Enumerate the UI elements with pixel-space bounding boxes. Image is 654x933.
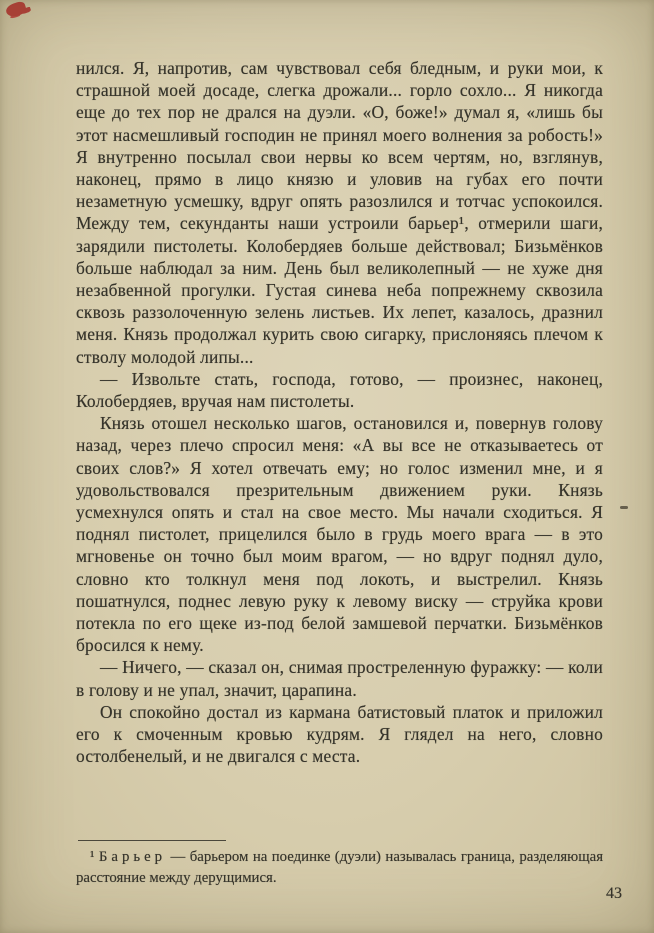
footnote-term: Барьер bbox=[98, 849, 167, 865]
red-ink-stain bbox=[4, 0, 27, 19]
paragraph-dialogue: — Извольте стать, господа, готово, — произнес, наконец, Колобердяев, вручая нам пистолеты. bbox=[76, 368, 603, 412]
paragraph-continuation: нился. Я, напротив, сам чувствовал себя бледным, и руки мои, к страшной моей досаде, слегка дрожали... горло сохло... Я никогда еще до тех пор не дрался на дуэли. «О, боже!» думал я, «лишь бы этот насмешливый господин не принял моего волнения за робость!» Я внутренно посылал свои нервы ко всем чертям, но, взглянув, наконец, прямо в лицо князю и уловив на губах его почти незаметную усмешку, вдруг опять разозлился и тотчас успокоился. Между тем, секунданты наши устроили барьер¹, отмерили шаги, зарядили пистолеты. Колобердяев больше действовал; Бизьмёнков больше наблюдал за ним. День был великолепный — не хуже дня незабвенной прогулки. Густая синева неба попрежнему сквозила сквозь раззолоченную зелень листьев. Их лепет, казалось, дразнил меня. Князь продолжал курить свою сигарку, прислоняясь плечом к стволу молодой липы... bbox=[76, 58, 603, 367]
footnote-marker: ¹ bbox=[90, 849, 95, 865]
paragraph: Он спокойно достал из кармана батистовый платок и приложил его к смоченным кровью кудрям. Я глядел на него, словно остолбенелый, и не двигался с места. bbox=[76, 701, 603, 767]
paragraph-dialogue: — Ничего, — сказал он, снимая простреленную фуражку: — коли в голову и не упал, значит, царапина. bbox=[76, 657, 603, 700]
footnote-body: — барьером на поединке (дуэли) называлась граница, разделяющая расстояние между дерущимися. bbox=[76, 849, 604, 886]
footnote-text bbox=[76, 847, 603, 888]
page-text-block bbox=[76, 57, 603, 768]
footnote bbox=[76, 840, 603, 888]
footnote-divider bbox=[78, 840, 226, 841]
paragraph: Князь отошел несколько шагов, остановился и, повернув голову назад, через плечо спросил меня: «А вы все не отказываетесь от своих слов?» Я хотел отвечать ему; но голос изменил мне, и я удовольствовался презрительным движением руки. Князь усмехнулся опять и стал на свое место. Мы начали сходиться. Я поднял пистолет, прицелился было в грудь моего врага — в это мгновенье он точно был моим врагом, — но вдруг поднял дуло, словно кто толкнул меня под локоть, и выстрелил. Князь пошатнулся, поднес левую руку к левому виску — струйка крови потекла по его щеке из-под белой замшевой перчатки. Бизьмёнков бросился к нему. bbox=[76, 413, 603, 656]
page-number: 43 bbox=[606, 885, 622, 902]
margin-ink-speck bbox=[620, 506, 628, 509]
